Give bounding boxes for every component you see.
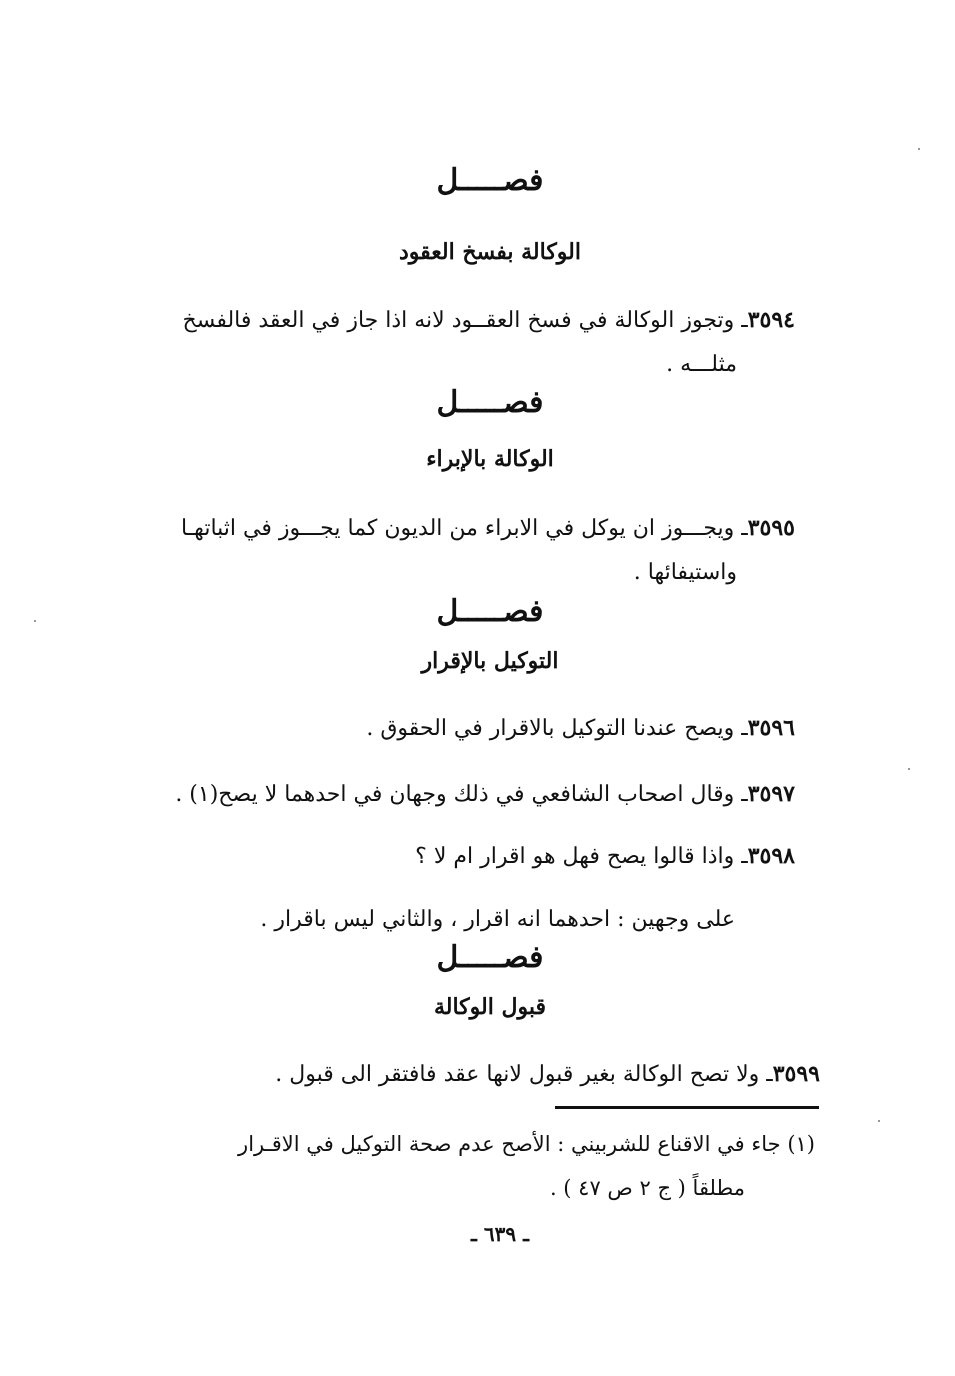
section-title-1: الوكالة بفسخ العقود <box>399 239 581 265</box>
paragraph-3599 <box>180 1052 820 1097</box>
section-title-3: التوكيل بالإقرار <box>421 648 559 674</box>
paragraph-3598-continuation: على وجهين : احدهما انه اقرار ، والثاني ليس باقرار . <box>260 907 735 932</box>
paragraph-line <box>175 506 795 551</box>
paragraph-number: ٣٥٩٦ <box>747 715 795 741</box>
scan-speck <box>34 620 36 622</box>
section-heading-4: فصـــــل <box>436 940 544 975</box>
footnote-separator <box>555 1106 819 1109</box>
paragraph-number: ٣٥٩٩ <box>772 1061 820 1087</box>
paragraph-line <box>175 706 795 751</box>
section-title-2: الوكالة بالإبراء <box>426 446 554 472</box>
paragraph-continuation: واستيفائها . <box>633 560 737 585</box>
paragraph-number: ٣٥٩٨ <box>747 843 795 869</box>
paragraph-text: ـ ولا تصح الوكالة بغير قبول لانها عقد فافتقر الى قبول . <box>275 1062 773 1087</box>
section-title-4: قبول الوكالة <box>433 994 547 1020</box>
paragraph-text: ـ ويجـــوز ان يوكل في الابراء من الديون كما يجـــوز في اثباتهـا <box>181 516 748 541</box>
scan-speck <box>908 768 910 770</box>
paragraph-3596 <box>175 706 795 751</box>
scan-speck <box>878 1120 880 1122</box>
scan-speck <box>918 148 920 150</box>
page-number: ـ ٦٣٩ ـ <box>471 1222 529 1246</box>
paragraph-number: ٣٥٩٥ <box>747 515 795 541</box>
paragraph-line <box>182 298 795 343</box>
paragraph-number: ٣٥٩٧ <box>747 781 795 807</box>
paragraph-text: ـ واذا قالوا يصح فهل هو اقرار ام لا ؟ <box>415 844 748 869</box>
section-heading-2: فصـــــل <box>436 385 544 420</box>
paragraph-text: ـ ويصح عندنا التوكيل بالاقرار في الحقوق . <box>366 716 748 741</box>
section-heading-3: فصـــــل <box>436 594 544 629</box>
paragraph-3597 <box>175 772 795 817</box>
paragraph-line <box>175 772 795 817</box>
paragraph-3595 <box>175 506 795 595</box>
paragraph-number: ٣٥٩٤ <box>747 307 795 333</box>
paragraph-line <box>180 1052 820 1097</box>
paragraph-text: ـ وتجوز الوكالة في فسخ العقــود لانه اذا جاز في العقد فالفسخ <box>182 308 748 333</box>
paragraph-line <box>175 834 795 879</box>
paragraph-3594 <box>182 298 795 387</box>
footnote-line: (١) جاء في الاقناع للشربيني : الأصح عدم صحة التوكيل في الاقـرار <box>238 1132 815 1156</box>
paragraph-continuation: مثلـــه . <box>666 352 737 377</box>
section-heading-1: فصـــــل <box>436 163 544 198</box>
footnote <box>215 1122 815 1210</box>
paragraph-3598 <box>175 834 795 879</box>
paragraph-text: ـ وقال اصحاب الشافعي في ذلك وجهان في احدهما لا يصح(١) . <box>175 782 748 807</box>
footnote-continuation: مطلقاً ( ج ٢ ص ٤٧ ) . <box>549 1176 745 1200</box>
